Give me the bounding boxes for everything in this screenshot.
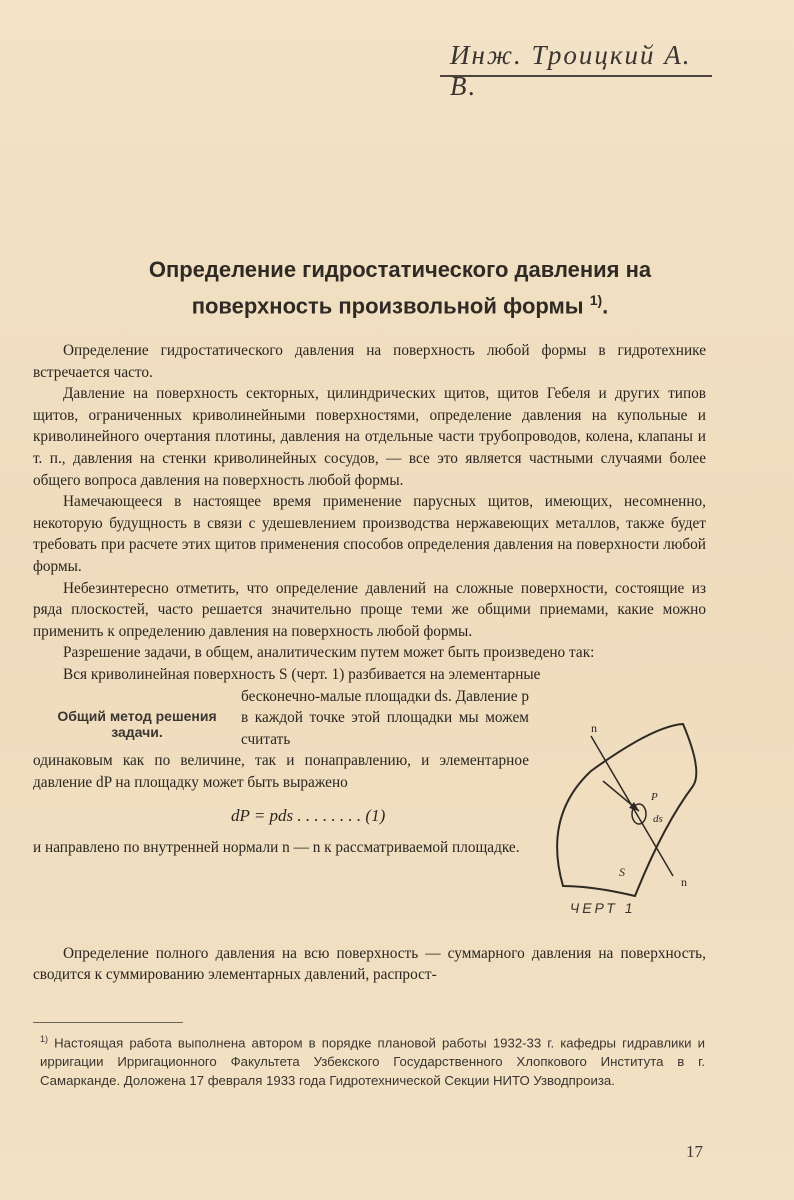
author-underline	[440, 75, 712, 77]
author-name: Инж. Троицкий А. В.	[450, 40, 692, 101]
paragraph-4: Небезинтересно отметить, что определение давлений на сложные поверхности, состоящие из ряда плоскостей, часто решается значительно проще теми же общими приемами, какие можно применить к определению давления на поверхность любой формы.	[33, 579, 706, 640]
footnote-separator	[33, 1022, 183, 1023]
title-footnote-mark: 1)	[589, 292, 603, 308]
page-number: 17	[686, 1142, 703, 1161]
figure-caption: ЧЕРТ 1	[568, 899, 638, 916]
title-line-1: Определение гидростатического давления на	[148, 257, 652, 282]
figure-1-diagram	[533, 716, 709, 901]
title-line-2: поверхность произвольной формы $^{1)}$.	[191, 292, 609, 319]
label-n-top: n	[591, 720, 597, 735]
footnote-mark: 1)	[40, 1034, 49, 1044]
footnote-text: Настоящая работа выполнена автором в порядке плановой работы 1932-33 г. кафедры гидравлики и ирригации Ирригационного Факультета Узбекского Государственного Хлопкового Института в г. Самарканде. Доложена 17 февраля 1933 года Гидротехнической Секции НИТО Узводпроиза.	[40, 1035, 705, 1089]
label-s: S	[619, 864, 625, 879]
paragraph-5: Разрешение задачи, в общем, аналитическим путем может быть произведено так:	[63, 644, 595, 662]
label-ds: ds	[653, 812, 663, 825]
element-ds	[632, 804, 646, 824]
article-body	[33, 340, 706, 986]
method-cont-text: одинаковым как по величине, так и понаправлению, и элементарное давление dP на площадку может быть выражено	[33, 752, 529, 791]
method-heading: Общий метод решения задачи.	[57, 707, 217, 740]
method-side-text: бесконечно-малые площадки ds. Давление p в каждой точке этой площадки мы можем считать	[241, 687, 529, 748]
footnote	[40, 1030, 705, 1090]
label-n-bottom: n	[681, 874, 687, 889]
method-text-block	[33, 686, 529, 859]
paragraph-3: Намечающееся в настоящее время применение парусных щитов, имеющих, несомненно, некоторую будущность в связи с удешевлением производства нержавеющих металлов, также будет требовать при расчете этих щитов применения способов определения давления на поверхности любой формы.	[33, 493, 706, 575]
method-section	[33, 686, 706, 943]
article-title	[60, 255, 740, 321]
method-first-line: Вся криволинейная поверхность S (черт. 1) разбивается на элементарные	[63, 665, 541, 683]
surface-outline	[557, 724, 696, 896]
paragraph-2: Давление на поверхность секторных, цилиндрических щитов, щитов Гебеля и других типов щитов, ограниченных криволинейными поверхностями, определение давления на купольные и криволинейного очертания плотины, давления на отдельные части трубопроводов, колена, клапаны и т. п., давления на стенки криволинейных сосудов, — все это является частными случаями более общего вопроса давления на поверхность любой формы.	[33, 385, 706, 489]
final-paragraph: Определение полного давления на всю поверхность — суммарного давления на поверхность, сводится к суммированию элементарных давлений, распрост-	[33, 944, 706, 984]
label-p: P	[651, 790, 658, 803]
method-after-eq: и направлено по внутренней нормали n — n к рассматриваемой площадке.	[33, 839, 520, 857]
paragraph-1: Определение гидростатического давления на поверхность любой формы в гидротехнике встречается часто.	[33, 342, 706, 381]
equation-1: dP = pds . . . . . . . . (1)	[231, 806, 386, 826]
